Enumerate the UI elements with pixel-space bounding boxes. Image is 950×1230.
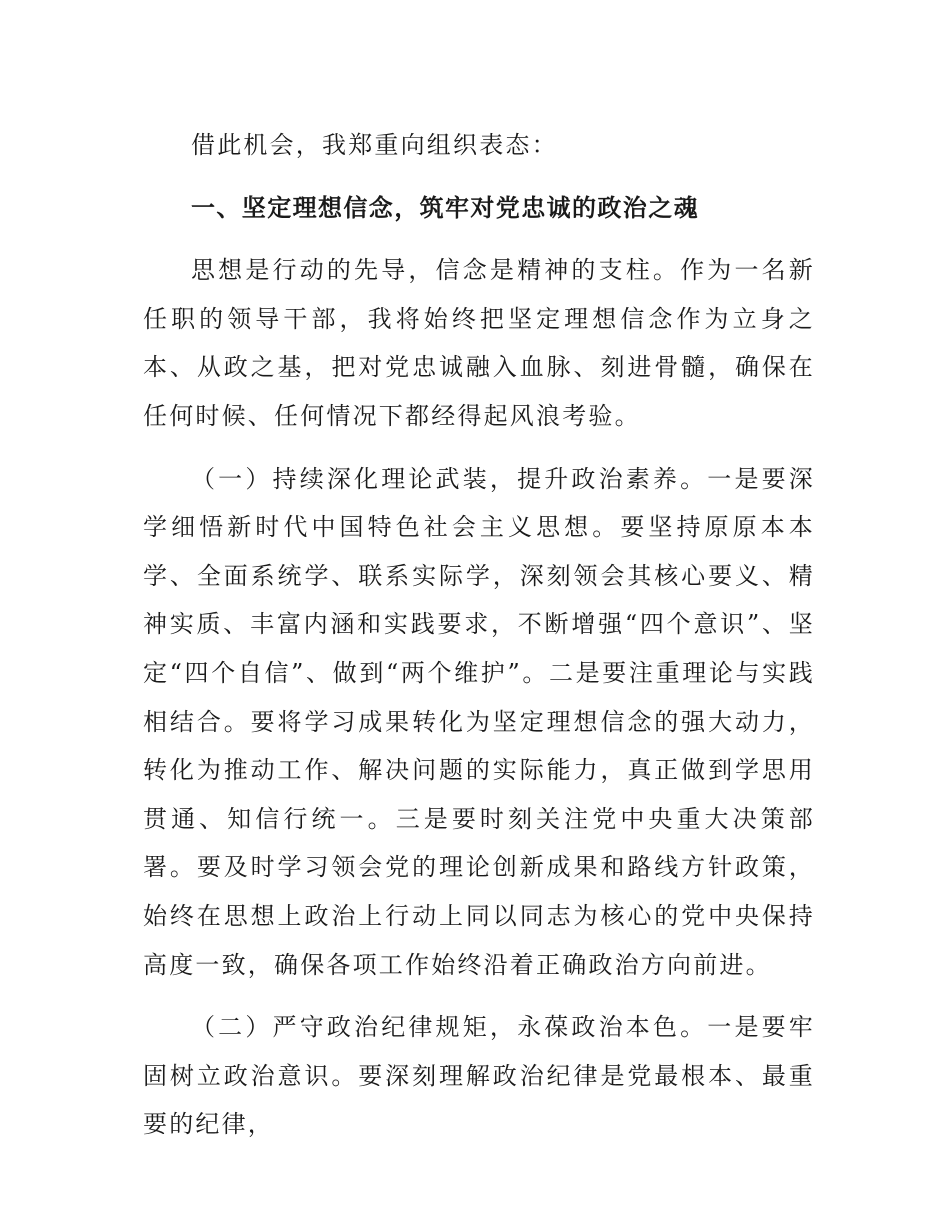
intro-paragraph: 借此机会，我郑重向组织表态：: [191, 131, 558, 159]
document-body: [143, 121, 815, 1163]
item-paragraph-1: （一）持续深化理论武装，提升政治素养。一是要深学细悟新时代中国特色社会主义思想。要坚持原原本本学、全面系统学、联系实际学，深刻领会其核心要义、精神实质、丰富内涵和实践要求，不断增强“四个意识”、坚定“四个自信”、做到“两个维护”。二是要注重理论与实践相结合。要将学习成果转化为坚定理想信念的强大动力，转化为推动工作、解决问题的实际能力，真正做到学思用贯通、知信行统一。三是要时刻关注党中央重大决策部署。要及时学习领会党的理论创新成果和路线方针政策，始终在思想上政治上行动上同以同志为核心的党中央保持高度一致，确保各项工作始终沿着正确政治方向前进。: [143, 464, 815, 979]
section-heading: 一、坚定理想信念，筑牢对党忠诚的政治之魂: [191, 193, 699, 222]
section-paragraph: 思想是行动的先导，信念是精神的支柱。作为一名新任职的领导干部，我将始终把坚定理想信念作为立身之本、从政之基，把对党忠诚融入血脉、刻进骨髓，确保在任何时候、任何情况下都经得起风浪考验。: [143, 256, 815, 430]
item-paragraph-2: （二）严守政治纪律规矩，永葆政治本色。一是要牢固树立政治意识。要深刻理解政治纪律是党最根本、最重要的纪律，: [143, 1013, 815, 1139]
